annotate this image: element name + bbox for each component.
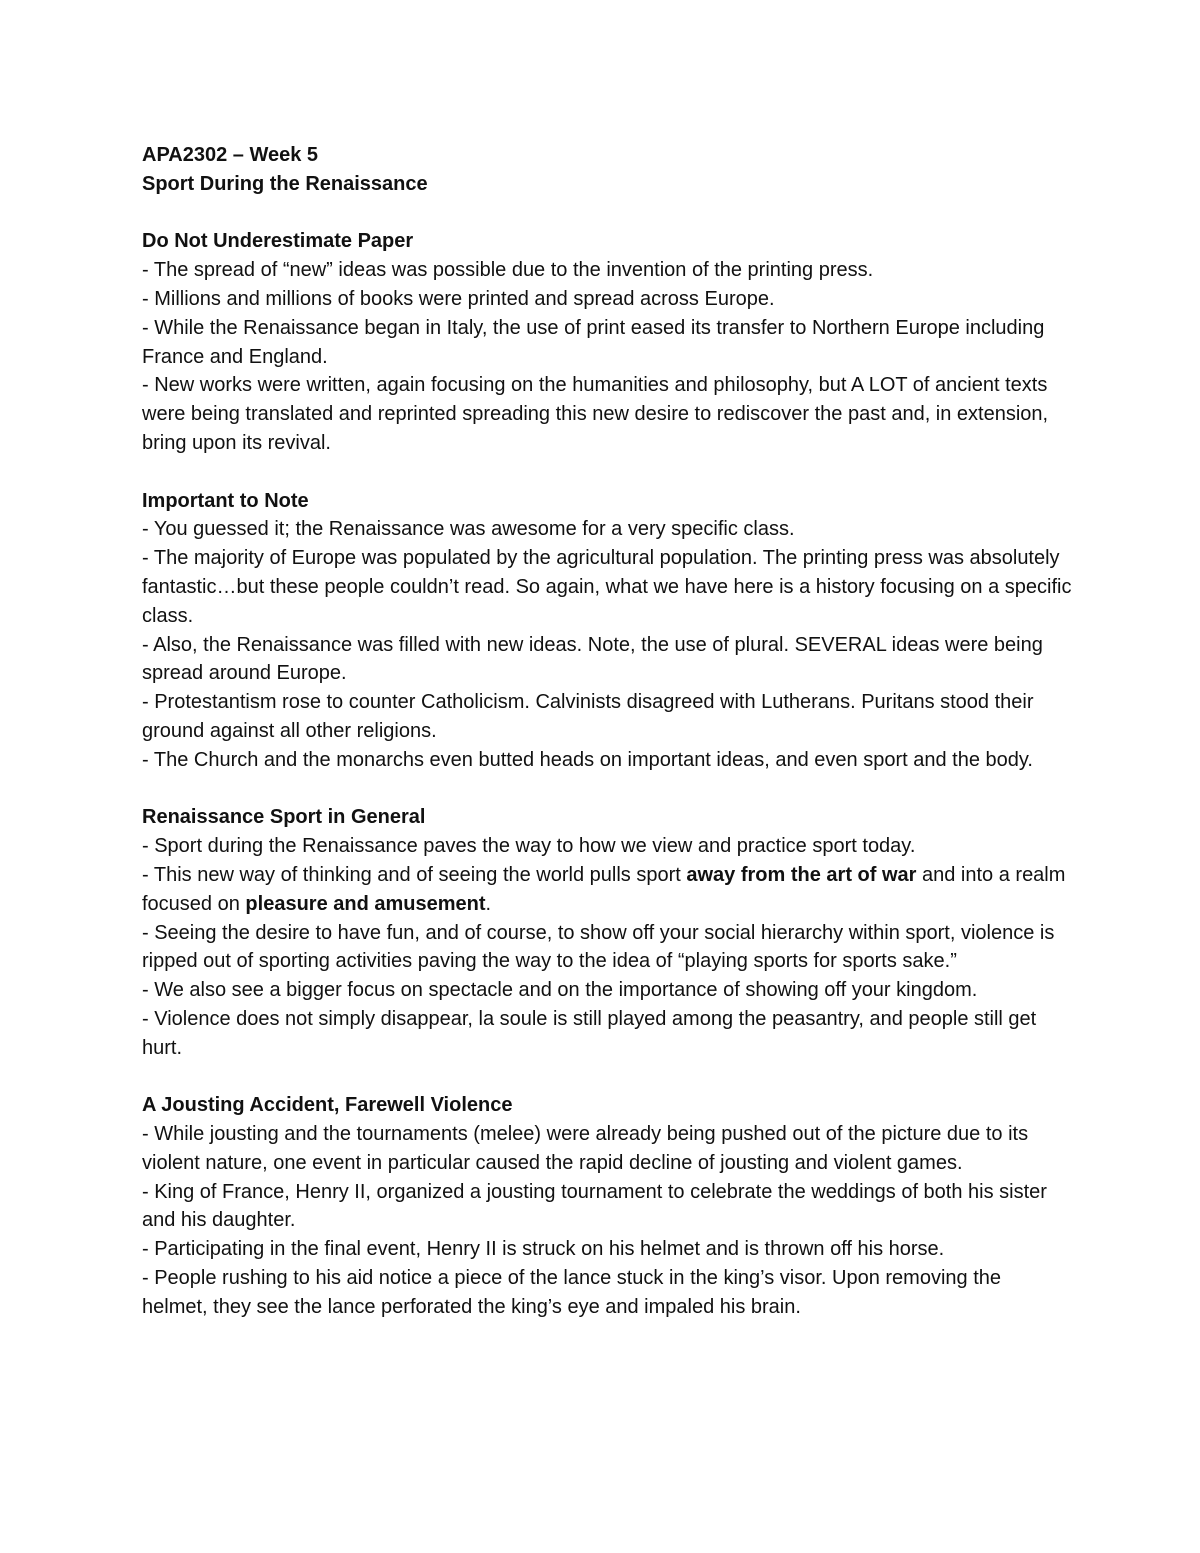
bullet-point: - Seeing the desire to have fun, and of course, to show off your social hierarchy within sport, violence is ripped out of sporting activities paving the way to the idea of “playing sports for sports sake.” [142, 921, 1055, 973]
lecture-topic-title: Sport During the Renaissance [142, 172, 428, 195]
section-heading: A Jousting Accident, Farewell Violence [142, 1094, 513, 1117]
bullet-point: - You guessed it; the Renaissance was awesome for a very specific class. [142, 518, 795, 541]
bullet-point: - Also, the Renaissance was filled with new ideas. Note, the use of plural. SEVERAL ideas were being spread around Europe. [142, 633, 1043, 685]
bullet-point: - Participating in the final event, Henry II is struck on his helmet and is thrown off his horse. [142, 1238, 945, 1261]
bullet-point: - We also see a bigger focus on spectacle and on the importance of showing off your kingdom. [142, 979, 978, 1002]
bullet-point: - Sport during the Renaissance paves the way to how we view and practice sport today. [142, 835, 916, 858]
section-renaissance-sport [142, 803, 1072, 1062]
course-week-title: APA2302 – Week 5 [142, 144, 319, 166]
bullet-point-emphasis [142, 861, 1072, 919]
bullet-point: - While jousting and the tournaments (melee) were already being pushed out of the picture due to its violent nature, one event in particular caused the rapid decline of jousting and violent games. [142, 1123, 1029, 1174]
bullet-point: - Violence does not simply disappear, la soule is still played among the peasantry, and people still get hurt. [142, 1007, 1037, 1059]
bullet-point: - King of France, Henry II, organized a jousting tournament to celebrate the weddings of both his sister and his daughter. [142, 1180, 1047, 1232]
bullet-point: - New works were written, again focusing on the humanities and philosophy, but A LOT of ancient texts were being translated and reprinted spreading this new desire to rediscover the past and, in extension, bring upon its revival. [142, 374, 1049, 454]
section-heading: Important to Note [142, 489, 309, 512]
section-important-note [142, 487, 1072, 775]
bold-phrase: away from the art of war [686, 863, 917, 886]
section-heading: Do Not Underestimate Paper [142, 230, 414, 253]
bullet-point: - The majority of Europe was populated by the agricultural population. The printing press was absolutely fantastic…but these people couldn’t read. So again, what we have here is a history focusing on a specific class. [142, 547, 1072, 627]
bullet-point: - The Church and the monarchs even butted heads on important ideas, and even sport and the body. [142, 748, 1033, 771]
bullet-point: - While the Renaissance began in Italy, the use of print eased its transfer to Northern Europe including France and England. [142, 316, 1045, 368]
section-jousting-accident [142, 1091, 1072, 1321]
bullet-point: - The spread of “new” ideas was possible due to the invention of the printing press. [142, 259, 874, 282]
bullet-point: - Millions and millions of books were printed and spread across Europe. [142, 287, 775, 310]
document-page [142, 141, 1072, 1322]
bullet-point: - People rushing to his aid notice a piece of the lance stuck in the king’s visor. Upon removing the helmet, they see the lance perforated the king’s eye and impaled his brain. [142, 1267, 1002, 1318]
bullet-point: - Protestantism rose to counter Catholicism. Calvinists disagreed with Lutherans. Puritans stood their ground against all other religions. [142, 691, 1034, 742]
section-paper [142, 227, 1072, 457]
section-heading: Renaissance Sport in General [142, 806, 426, 829]
bold-phrase: pleasure and amusement [245, 892, 486, 915]
text-run: . [485, 892, 492, 915]
text-run: and into a realm focused on [142, 863, 1066, 915]
text-run: - This new way of thinking and of seeing the world pulls sport [142, 863, 687, 886]
